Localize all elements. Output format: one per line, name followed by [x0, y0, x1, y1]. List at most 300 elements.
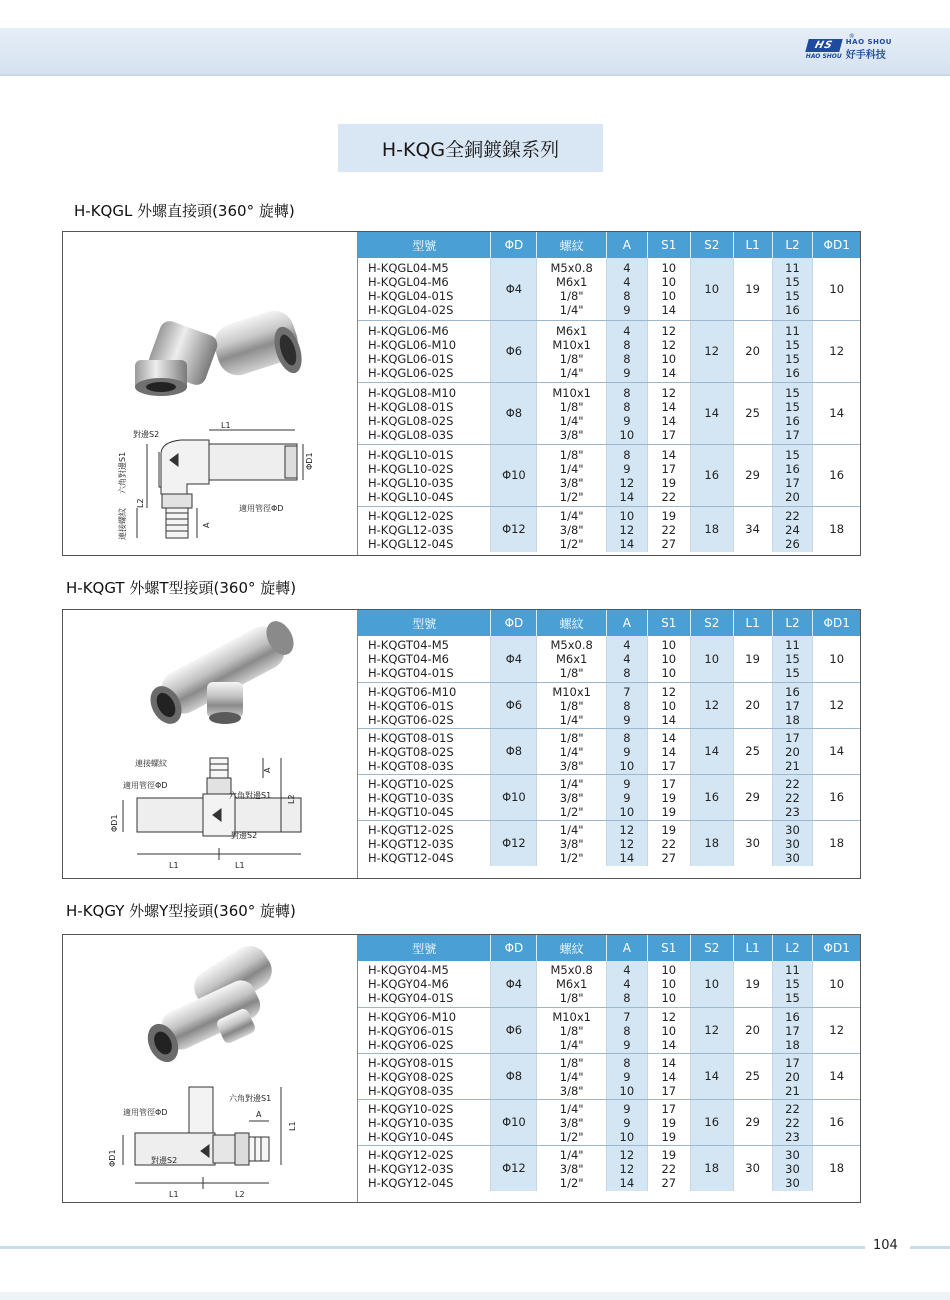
a-cell-value: 14 — [619, 489, 635, 504]
a-cell — [606, 444, 647, 506]
model-cell-value: H-KQGT10-02S — [368, 776, 454, 791]
a-cell-value: 10 — [619, 804, 635, 819]
l2-cell-value: 30 — [785, 850, 800, 865]
a-cell-value: 8 — [623, 698, 631, 713]
l2-cell-value: 30 — [785, 1175, 800, 1190]
model-cell-value: H-KQGY12-02S — [368, 1147, 454, 1162]
tube-diameter-cell: Φ8 — [491, 728, 537, 774]
s1-cell-value: 10 — [661, 698, 677, 713]
spec-table — [358, 232, 860, 552]
s1-cell-value: 19 — [661, 804, 677, 819]
model-cell-value: H-KQGT10-04S — [368, 804, 454, 819]
column-header: S2 — [690, 935, 733, 961]
spec-group-row — [358, 1099, 860, 1145]
column-header: L2 — [772, 935, 813, 961]
column-header: L1 — [733, 935, 772, 961]
l2-cell-value: 17 — [785, 475, 800, 490]
l1-cell: 20 — [733, 682, 772, 728]
thread-cell-value: M10x1 — [552, 385, 591, 400]
s2-cell: 18 — [690, 820, 733, 866]
l1-cell: 19 — [733, 258, 772, 320]
spec-group-row — [358, 506, 860, 552]
thread-cell-value: 1/4" — [559, 365, 584, 380]
s1-cell-value: 10 — [661, 977, 677, 992]
thread-cell — [537, 728, 607, 774]
s2-cell: 16 — [690, 1099, 733, 1145]
spec-group-row — [358, 1053, 860, 1099]
section-title-kqgt: H-KQGT 外螺T型接頭(360° 旋轉) — [66, 579, 297, 597]
a-cell-value: 14 — [619, 1175, 635, 1190]
d1-cell: 12 — [813, 320, 860, 382]
model-cell-value: H-KQGT12-02S — [368, 822, 454, 837]
l2-cell-value: 11 — [785, 323, 800, 338]
column-header: S1 — [647, 610, 690, 636]
thread-cell-value: 1/4" — [559, 1069, 584, 1084]
a-cell-value: 8 — [623, 289, 631, 304]
page-number: 104 — [873, 1238, 898, 1253]
a-cell — [606, 961, 647, 1007]
label-hex: 六角對邊S1 — [229, 1094, 272, 1103]
model-cell — [358, 1145, 491, 1191]
l1-cell: 19 — [733, 636, 772, 682]
s1-cell-value: 14 — [661, 365, 677, 380]
l2-cell — [772, 1099, 813, 1145]
s1-cell-value: 19 — [661, 1129, 677, 1144]
s1-cell-value: 19 — [661, 1147, 677, 1162]
product-image-cell — [63, 935, 358, 1202]
model-cell — [358, 961, 491, 1007]
column-header: L2 — [772, 232, 813, 258]
column-header: A — [606, 232, 647, 258]
d1-cell: 14 — [813, 728, 860, 774]
l2-cell — [772, 320, 813, 382]
s1-cell — [647, 820, 690, 866]
l2-cell — [772, 961, 813, 1007]
s1-cell-value: 14 — [661, 744, 677, 759]
l2-cell-value: 26 — [785, 536, 800, 551]
model-cell — [358, 728, 491, 774]
l2-cell-value: 16 — [785, 461, 800, 476]
thread-cell-value: 1/4" — [559, 712, 584, 727]
s1-cell-value: 10 — [661, 963, 677, 978]
thread-cell-value: 1/8" — [559, 666, 584, 681]
a-cell — [606, 1007, 647, 1053]
model-cell-value: H-KQGT06-01S — [368, 698, 454, 713]
l2-cell-value: 15 — [785, 399, 800, 414]
model-cell — [358, 682, 491, 728]
s2-cell: 18 — [690, 506, 733, 552]
model-cell-value: H-KQGL06-02S — [368, 365, 454, 380]
model-cell-value: H-KQGL12-04S — [368, 536, 454, 551]
model-cell-value: H-KQGY04-01S — [368, 991, 454, 1006]
d1-cell: 10 — [813, 258, 860, 320]
product-image-cell — [63, 610, 358, 878]
spec-group-row — [358, 1007, 860, 1053]
l2-cell — [772, 774, 813, 820]
s1-cell-value: 17 — [661, 427, 677, 442]
tube-diameter-cell: Φ10 — [491, 774, 537, 820]
section-title-kqgl: H-KQGL 外螺直接頭(360° 旋轉) — [74, 202, 295, 220]
l2-cell-value: 22 — [785, 790, 800, 805]
thread-cell — [537, 1099, 607, 1145]
s1-cell-value: 14 — [661, 303, 677, 318]
spec-group-row — [358, 258, 860, 320]
s2-cell: 12 — [690, 1007, 733, 1053]
s1-cell-value: 10 — [661, 261, 677, 276]
a-cell-value: 10 — [619, 1129, 635, 1144]
model-cell-value: H-KQGY04-M5 — [368, 963, 449, 978]
s1-cell — [647, 506, 690, 552]
s1-cell-value: 12 — [661, 1009, 677, 1024]
column-header: ΦD1 — [813, 232, 860, 258]
model-cell-value: H-KQGL04-02S — [368, 303, 454, 318]
thread-cell-value: M10x1 — [552, 1009, 591, 1024]
tube-diameter-cell: Φ12 — [491, 820, 537, 866]
thread-cell-value: 1/8" — [559, 1055, 584, 1070]
l1-cell: 29 — [733, 444, 772, 506]
model-cell-value: H-KQGY10-03S — [368, 1115, 454, 1130]
a-cell-value: 10 — [619, 1083, 635, 1098]
label-hex: 六角對邊S1 — [229, 791, 272, 800]
thread-cell-value: 3/8" — [559, 758, 584, 773]
column-header: ΦD — [491, 935, 537, 961]
l1-cell: 30 — [733, 1145, 772, 1191]
model-cell-value: H-KQGL04-01S — [368, 289, 454, 304]
thread-cell — [537, 774, 607, 820]
model-cell-value: H-KQGY10-04S — [368, 1129, 454, 1144]
s1-cell-value: 14 — [661, 730, 677, 745]
s1-cell — [647, 1007, 690, 1053]
a-cell — [606, 728, 647, 774]
column-header: ΦD — [491, 232, 537, 258]
a-cell-value: 7 — [623, 1009, 631, 1024]
s1-cell-value: 14 — [661, 1055, 677, 1070]
column-header: S2 — [690, 232, 733, 258]
s1-cell-value: 22 — [661, 522, 677, 537]
l2-cell — [772, 506, 813, 552]
s1-cell-value: 17 — [661, 461, 677, 476]
s2-cell: 10 — [690, 258, 733, 320]
model-cell — [358, 1099, 491, 1145]
label-a: A — [202, 522, 211, 528]
thread-cell-value: 1/4" — [559, 508, 584, 523]
l1-cell: 20 — [733, 320, 772, 382]
a-cell-value: 12 — [619, 475, 635, 490]
l2-cell-value: 17 — [785, 698, 800, 713]
a-cell-value: 4 — [623, 261, 631, 276]
l2-cell-value: 17 — [785, 730, 800, 745]
model-cell-value: H-KQGT10-03S — [368, 790, 454, 805]
s1-cell-value: 12 — [661, 385, 677, 400]
model-cell-value: H-KQGL06-01S — [368, 351, 454, 366]
elbow-photo — [135, 306, 307, 396]
s1-cell-value: 12 — [661, 337, 677, 352]
elbow-fitting-illustration — [63, 232, 357, 555]
l2-cell — [772, 682, 813, 728]
s1-cell-value: 19 — [661, 822, 677, 837]
a-cell-value: 10 — [619, 508, 635, 523]
l2-cell-value: 15 — [785, 666, 800, 681]
tee-photo — [144, 616, 299, 729]
label-s2: 對邊S2 — [231, 831, 258, 840]
d1-cell: 18 — [829, 836, 845, 851]
thread-cell-value: 1/4" — [559, 1101, 584, 1116]
model-cell-value: H-KQGT06-M10 — [368, 684, 457, 699]
column-header: ΦD — [491, 610, 537, 636]
thread-cell-value: 3/8" — [559, 522, 584, 537]
model-cell — [358, 636, 491, 682]
s1-cell-value: 10 — [661, 638, 677, 653]
label-tube: 適用管徑ΦD — [123, 781, 168, 790]
thread-cell-value: 1/2" — [559, 536, 584, 551]
l2-cell — [772, 636, 813, 682]
s1-cell — [647, 774, 690, 820]
tube-diameter-cell: Φ6 — [491, 320, 537, 382]
spec-group-row — [358, 444, 860, 506]
tube-diameter-cell: Φ4 — [491, 258, 537, 320]
a-cell-value: 9 — [623, 712, 631, 727]
model-cell-value: H-KQGL10-04S — [368, 489, 454, 504]
s1-cell — [647, 1145, 690, 1191]
label-l1: L1 — [221, 421, 231, 430]
l2-cell-value: 20 — [785, 489, 800, 504]
l2-cell-value: 23 — [785, 1129, 800, 1144]
elbow-release-ring — [285, 446, 297, 478]
elbow-dimension-drawing — [137, 430, 303, 538]
a-cell — [606, 1099, 647, 1145]
a-cell-value: 12 — [619, 522, 635, 537]
elbow-body — [209, 444, 297, 480]
thread-cell-value: 1/2" — [559, 1175, 584, 1190]
label-d1: ΦD1 — [108, 1149, 117, 1167]
model-cell-value: H-KQGY12-04S — [368, 1175, 454, 1190]
column-header: A — [606, 610, 647, 636]
spec-group-row — [358, 1145, 860, 1191]
model-cell-value: H-KQGY08-03S — [368, 1083, 454, 1098]
s1-cell — [647, 682, 690, 728]
l2-cell-value: 23 — [785, 804, 800, 819]
label-l1-vertical: L1 — [288, 1121, 297, 1131]
s1-cell-value: 12 — [661, 684, 677, 699]
l1-cell: 34 — [733, 506, 772, 552]
tube-diameter-cell: Φ6 — [491, 682, 537, 728]
s2-cell: 18 — [690, 1145, 733, 1191]
l2-cell-value: 11 — [785, 963, 800, 978]
model-cell — [358, 506, 491, 552]
label-a: A — [263, 767, 272, 773]
a-cell-value: 14 — [619, 850, 635, 865]
s1-cell-value: 27 — [661, 536, 677, 551]
label-d1: ΦD1 — [305, 452, 314, 470]
thread-cell-value: 1/2" — [559, 489, 584, 504]
s1-cell-value: 27 — [661, 1175, 677, 1190]
a-cell — [606, 682, 647, 728]
label-thread: 連接螺紋 — [118, 508, 127, 540]
a-cell — [606, 382, 647, 444]
s1-cell-value: 17 — [661, 776, 677, 791]
thread-cell-value: 3/8" — [559, 1083, 584, 1098]
s1-cell-value: 10 — [661, 991, 677, 1006]
tee-dimension-drawing — [123, 758, 301, 860]
s1-cell-value: 14 — [661, 399, 677, 414]
tube-diameter-cell: Φ8 — [491, 382, 537, 444]
model-cell-value: H-KQGY12-03S — [368, 1161, 454, 1176]
thread-cell-value: M5x0.8 — [550, 963, 593, 978]
thread-cell-value: 1/4" — [559, 1037, 584, 1052]
model-cell — [358, 444, 491, 506]
a-cell-value: 9 — [623, 776, 631, 791]
thread-cell-value: M5x0.8 — [550, 261, 593, 276]
l1-cell: 19 — [733, 961, 772, 1007]
s1-cell-value: 14 — [661, 413, 677, 428]
a-cell-value: 12 — [619, 1161, 635, 1176]
d1-cell: 10 — [813, 636, 860, 682]
l2-cell-value: 15 — [785, 977, 800, 992]
l2-cell-value: 21 — [785, 1083, 800, 1098]
label-l1-left: L1 — [169, 861, 179, 870]
model-cell — [358, 258, 491, 320]
a-cell-value: 8 — [623, 991, 631, 1006]
s1-cell-value: 22 — [661, 489, 677, 504]
thread-cell — [537, 636, 607, 682]
model-cell-value: H-KQGY08-02S — [368, 1069, 454, 1084]
tee-thread — [210, 758, 228, 778]
l2-cell-value: 24 — [785, 522, 800, 537]
l2-cell-value: 15 — [785, 289, 800, 304]
label-hex: 六角對邊S1 — [118, 451, 127, 494]
s2-cell: 12 — [690, 682, 733, 728]
logo-mark — [805, 33, 855, 60]
a-cell-value: 9 — [623, 413, 631, 428]
s2-cell: 10 — [690, 961, 733, 1007]
l2-cell-value: 30 — [785, 822, 800, 837]
s1-cell-value: 17 — [661, 1101, 677, 1116]
l2-cell-value: 21 — [785, 758, 800, 773]
thread-cell-value: 3/8" — [559, 427, 584, 442]
l2-cell-value: 16 — [785, 303, 800, 318]
model-cell-value: H-KQGT08-03S — [368, 758, 454, 773]
label-a: A — [256, 1110, 262, 1119]
a-cell-value: 8 — [623, 1055, 631, 1070]
a-cell-value: 7 — [623, 684, 631, 699]
l2-cell-value: 20 — [785, 744, 800, 759]
a-cell-value: 9 — [623, 303, 631, 318]
section-panel-kqgy — [62, 934, 861, 1203]
label-s2: 對邊S2 — [151, 1156, 178, 1165]
l2-cell — [772, 258, 813, 320]
s1-cell-value: 14 — [661, 1037, 677, 1052]
s1-cell-value: 17 — [661, 1083, 677, 1098]
a-cell-value: 10 — [619, 427, 635, 442]
a-cell-value: 4 — [623, 323, 631, 338]
d1-cell: 14 — [813, 382, 860, 444]
spec-group-row — [358, 636, 860, 682]
s1-cell — [647, 1099, 690, 1145]
d1-cell: 18 — [829, 522, 845, 537]
d1-cell: 12 — [813, 1007, 860, 1053]
s1-cell — [647, 1053, 690, 1099]
column-header: 型號 — [358, 610, 491, 636]
d1-cell: 16 — [813, 1099, 860, 1145]
d1-cell: 18 — [829, 1161, 845, 1176]
s1-cell-value: 10 — [661, 666, 677, 681]
s2-cell: 16 — [690, 444, 733, 506]
s1-cell-value: 19 — [661, 475, 677, 490]
l2-cell-value: 22 — [785, 1101, 800, 1116]
a-cell-value: 8 — [623, 337, 631, 352]
logo-en: HAO SHOU — [845, 38, 892, 46]
l2-cell-value: 17 — [785, 427, 800, 442]
spec-table — [358, 610, 860, 866]
a-cell-value: 4 — [623, 977, 631, 992]
thread-cell-value: 3/8" — [559, 1161, 584, 1176]
column-header: L2 — [772, 610, 813, 636]
label-tube: 適用管徑ΦD — [239, 504, 284, 513]
l2-cell-value: 15 — [785, 652, 800, 667]
model-cell-value: H-KQGT04-M6 — [368, 652, 449, 667]
column-header: L1 — [733, 610, 772, 636]
thread-cell-value: M6x1 — [555, 275, 588, 290]
l2-cell-value: 17 — [785, 1023, 800, 1038]
thread-cell-value: M6x1 — [555, 977, 588, 992]
l2-cell-value: 11 — [785, 638, 800, 653]
thread-cell-value: M6x1 — [555, 652, 588, 667]
spec-group-row — [358, 728, 860, 774]
a-cell-value: 14 — [619, 536, 635, 551]
thread-cell-value: 1/4" — [559, 303, 584, 318]
tube-diameter-cell: Φ8 — [491, 1053, 537, 1099]
spec-group-row — [358, 820, 860, 866]
s2-cell: 14 — [690, 382, 733, 444]
label-l2: L2 — [287, 794, 296, 804]
model-cell-value: H-KQGL06-M6 — [368, 323, 449, 338]
l2-cell-value: 30 — [785, 836, 800, 851]
footer-rule — [0, 1246, 865, 1249]
thread-cell-value: 1/8" — [559, 351, 584, 366]
thread-cell-value: 1/2" — [559, 850, 584, 865]
d1-cell: 16 — [813, 444, 860, 506]
branch-fitting-illustration — [63, 935, 357, 1202]
logo-text — [846, 38, 892, 61]
model-cell-value: H-KQGT08-02S — [368, 744, 454, 759]
s2-cell: 14 — [690, 728, 733, 774]
s1-cell-value: 14 — [661, 447, 677, 462]
column-header: A — [606, 935, 647, 961]
model-cell-value: H-KQGL08-02S — [368, 413, 454, 428]
s2-cell: 10 — [690, 636, 733, 682]
label-s2: 對邊S2 — [133, 430, 160, 439]
tee-left-body — [137, 798, 213, 832]
s1-cell-value: 19 — [661, 1115, 677, 1130]
a-cell-value: 9 — [623, 461, 631, 476]
a-cell — [606, 774, 647, 820]
a-cell-value: 12 — [619, 836, 635, 851]
label-l2: L2 — [136, 498, 145, 508]
product-image-cell — [63, 232, 358, 555]
spec-group-row — [358, 320, 860, 382]
s1-cell-value: 27 — [661, 850, 677, 865]
branch-thread — [249, 1137, 269, 1161]
branch-photo — [142, 939, 279, 1067]
a-cell — [606, 320, 647, 382]
s1-cell-value: 10 — [661, 289, 677, 304]
model-cell-value: H-KQGT08-01S — [368, 730, 454, 745]
thread-cell-value: M6x1 — [555, 323, 588, 338]
l2-cell-value: 18 — [785, 1037, 800, 1052]
model-cell-value: H-KQGL08-01S — [368, 399, 454, 414]
model-cell-value: H-KQGL12-02S — [368, 508, 454, 523]
section-panel-kqgl — [62, 231, 861, 556]
